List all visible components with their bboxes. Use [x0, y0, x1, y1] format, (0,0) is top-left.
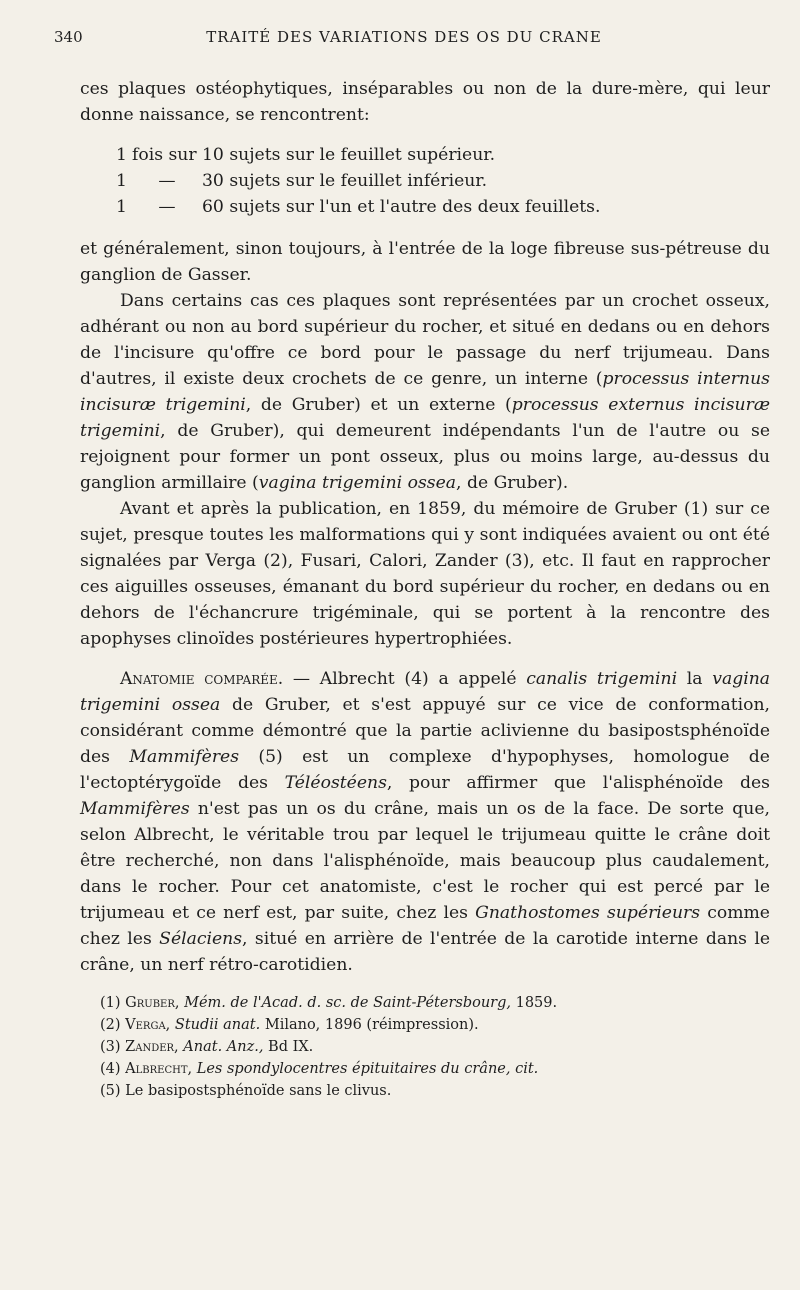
- section-heading: Anatomie comparée.: [120, 669, 284, 689]
- footnote: (3) Zander, Anat. Anz., Bd IX.: [100, 1039, 314, 1055]
- page-body: [80, 76, 770, 1102]
- list-item: 1 — 30 sujets sur le feuillet inférieur.: [116, 171, 488, 191]
- paragraph-1: et généralement, sinon toujours, à l'entrée de la loge fibreuse sus-pétreuse du ganglion de Gasser.: [80, 239, 770, 285]
- paragraph-4: Anatomie comparée. — Albrecht (4) a appelé canalis trigemini la vagina trigemini ossea de Gruber, et s'est appuyé sur ce vice de conformation, considérant comme démontré que la partie aclivienne du basipostsphénoïde des Mammifères (5) est un complexe d'hypophyses, homologue de l'ectoptérygoïde des Téléostéens, pour affirmer que l'alisphénoïde des Mammifères n'est pas un os du crâne, mais un os de la face. De sorte que, selon Albrecht, le véritable trou par lequel le trijumeau quitte le crâne doit être recherché, non dans l'alisphénoïde, mais beaucoup plus caudalement, dans le rocher. Pour cet anatomiste, c'est le rocher qui est percé par le trijumeau et ce nerf est, par suite, chez les Gnathostomes supérieurs comme chez les Sélaciens, situé en arrière de l'entrée de la carotide interne dans le crâne, un nerf rétro-carotidien.: [80, 669, 771, 975]
- intro-paragraph: ces plaques ostéophytiques, inséparables ou non de la dure-mère, qui leur donne naissance, se rencontrent:: [80, 79, 770, 125]
- footnote: (2) Verga, Studii anat. Milano, 1896 (réimpression).: [100, 1017, 479, 1033]
- paragraph-3: Avant et après la publication, en 1859, du mémoire de Gruber (1) sur ce sujet, presque toutes les malformations qui y sont indiquées avaient ou ont été signalées par Verga (2), Fusari, Calori, Zander (3), etc. Il faut en rapprocher ces aiguilles osseuses, émanant du bord supérieur du rocher, en dedans ou en dehors de l'échancrure trigéminale, qui se portent à la rencontre des apophyses clinoïdes postérieures hypertrophiées.: [80, 499, 770, 649]
- footnotes: [80, 992, 770, 1102]
- footnote: (1) Gruber, Mém. de l'Acad. d. sc. de Saint-Pétersbourg, 1859.: [100, 995, 558, 1011]
- footnote: (4) Albrecht, Les spondylocentres épituitaires du crâne, cit.: [100, 1061, 539, 1077]
- running-header: [54, 22, 754, 52]
- running-title: TRAITÉ DES VARIATIONS DES OS DU CRANE: [206, 28, 602, 46]
- page-number: 340: [54, 28, 83, 46]
- list-item: 1 fois sur 10 sujets sur le feuillet supérieur.: [116, 145, 496, 165]
- list-item: 1 — 60 sujets sur l'un et l'autre des deux feuillets.: [116, 197, 601, 217]
- footnote: (5) Le basipostsphénoïde sans le clivus.: [100, 1083, 392, 1099]
- paragraph-2: Dans certains cas ces plaques sont représentées par un crochet osseux, adhérant ou non au bord supérieur du rocher, et situé en dedans ou en dehors de l'incisure qu'offre ce bord pour le passage du nerf trijumeau. Dans d'autres, il existe deux crochets de ce genre, un interne (processus internus incisuræ trigemini, de Gruber) et un externe (processus externus incisuræ trigemini, de Gruber), qui demeurent indépendants l'un de l'autre ou se rejoignent pour former un pont osseux, plus ou moins large, au-dessus du ganglion armillaire (vagina trigemini ossea, de Gruber).: [80, 291, 770, 493]
- statistics-list: [80, 142, 770, 220]
